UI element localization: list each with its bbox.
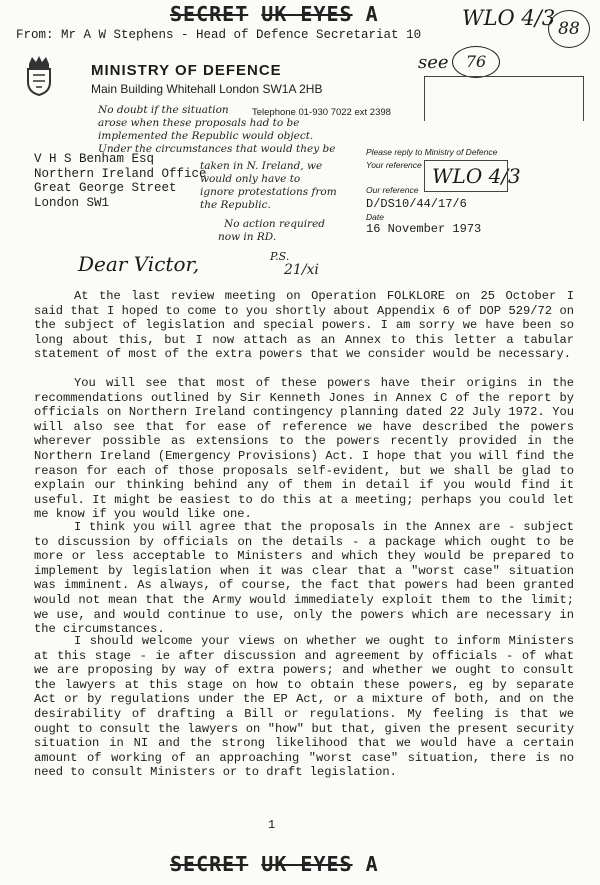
paragraph-text: You will see that most of these powers have their origins in the recommendations outlined by Sir Kenneth Jones in Annex C of the report by officials on Northern Ireland contingency planning dated 22 July 1972. You will also see that for ease of reference we have described the powers wherever possible as extensions to the powers recently provided in the Northern Ireland (Emergency Provisions) Act. I hope that you will find the reason for each of those proposals self-evident, but we shall be glad to explain our thinking behind any of them in detail if you would find it useful. It might be easiest to do this at a meeting; perhaps you could let me know if you would like one. [34,376,574,522]
recipient-address [34,152,207,210]
recipient-line: Northern Ireland Office [34,166,207,181]
note-line: No doubt if the situation [98,104,229,116]
recipient-line: Great George Street [34,181,177,195]
recipient-line: V H S Benham Esq [34,152,155,166]
stamp-uk-eyes: UK EYES [261,852,353,876]
file-box-frame [424,76,584,121]
royal-crest-icon [22,54,56,96]
handwritten-margin-note-cont [200,160,370,244]
security-stamp-top [170,2,379,26]
page-number: 1 [268,818,276,832]
our-ref-value: D/DS10/44/17/6 [366,197,467,211]
paragraph-text: I think you will agree that the proposals in the Annex are - subject to discussion by officials on the details - a package which ought to be more or less acceptable to Ministers and which they would be prepared to implement by legislation when it was clear that a "worst case" situation was imminent. As always, of course, the fact that powers had been granted would not mean that the Army would immediately exploit them to the limit; we use, and would continue to use, only the powers which are necessary in the circumstances. [34,520,574,637]
date-label: Date [366,212,384,222]
paragraph-text: I should welcome your views on whether we ought to inform Ministers at this stage - ie after discussion and agreement by officials - of what we are proposing by way of extra powers; and whether we ought to consult the lawyers at this stage on how to obtain these powers, eg by separate Act or by regulations under the EP Act, or a mixture of both, and on the desirability of drafting a Bill or regulations. My feeling is that we ought to consult the lawyers on "how" but that, given the present security situation in NI and the strong likelihood that we would have a certain amount of working of an approaching "worst case" situation, there is no need to consult Ministers or to draft legislation. [34,634,574,780]
note-line: implemented the Republic would object. [98,130,314,142]
your-ref-box [424,160,508,192]
stamp-category: A [365,852,379,876]
your-ref-value: WLO 4/3 [432,164,521,188]
note-line: taken in N. Ireland, we [200,160,323,172]
body-paragraph [34,376,574,522]
note-line: would only have to [200,173,301,185]
handwritten-file-ref: WLO 4/3 [462,6,556,30]
reply-to-label: Please reply to Ministry of Defence [366,147,498,157]
note-line: now in RD. [218,231,277,243]
ministry-address: Main Building Whitehall London SW1A 2HB [91,82,323,96]
your-ref-label: Your reference [366,160,422,170]
from-line: From: Mr A W Stephens - Head of Defence Secretariat 10 [16,28,422,42]
body-paragraph [34,634,574,780]
ministry-name: MINISTRY OF DEFENCE [91,62,282,79]
handwritten-margin-note [98,104,358,156]
salutation: Dear Victor, [78,252,200,276]
date-value: 16 November 1973 [366,222,482,236]
note-line: Under the circumstances that would they be [98,143,336,155]
stamp-category: A [365,2,379,26]
recipient-line: London SW1 [34,195,110,210]
paragraph-text: At the last review meeting on Operation FOLKLORE on 25 October I said that I hoped to come to you shortly about Appendix 6 of DOP 529/72 on the subject of legislation and special powers. I am sorry we have been so long about this, but I now attach as an Annex to this letter a tabular statement of most of the extra powers that we consider would be necessary. [34,289,574,362]
stamp-uk-eyes: UK EYES [261,2,353,26]
circled-see-number: 76 [452,46,500,78]
stamp-secret: SECRET [170,2,249,26]
note-line: ignore protestations from [200,186,337,198]
security-stamp-bottom [170,852,379,876]
our-ref-label: Our reference [366,185,419,195]
circled-folio-number: 88 [548,10,590,48]
note-line: No action required [224,218,326,230]
body-paragraph [34,289,574,362]
stamp-secret: SECRET [170,852,249,876]
note-line: the Republic. [200,199,271,211]
telephone-line: Telephone 01-930 7022 ext 2398 [252,107,391,118]
see-annotation: see [418,52,449,73]
handwritten-date-initials: 21/xi [284,262,319,278]
note-line: arose when these proposals had to be [98,117,300,129]
body-paragraph [34,520,574,637]
handwritten-initials: P.S. [270,250,290,263]
